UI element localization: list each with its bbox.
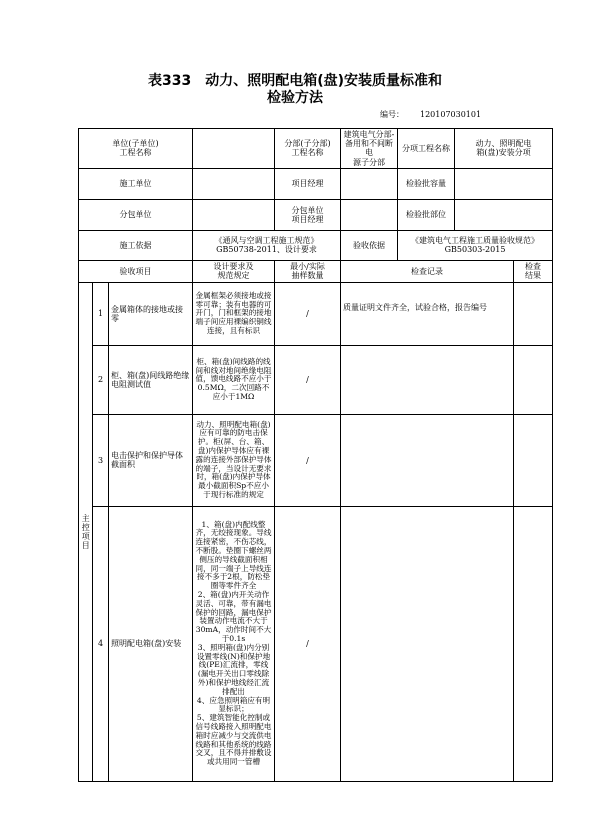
- construction-unit-value[interactable]: [193, 168, 275, 199]
- division-name-label: 分部(子分部) 工程名称: [275, 129, 341, 169]
- sub-unit-value[interactable]: [193, 199, 275, 230]
- doc-code-value: 120107030101: [420, 110, 482, 119]
- col-item: 验收项目: [79, 260, 193, 282]
- col-sample: 最小/实际 抽样数量: [275, 260, 341, 282]
- item-record[interactable]: [341, 414, 514, 506]
- item-name: 金属箱体的接地或接零: [109, 282, 193, 345]
- item-result[interactable]: [514, 345, 553, 414]
- table-row: [79, 414, 553, 506]
- acceptance-basis-label: 验收依据: [341, 230, 398, 260]
- item-requirement: 1、箱(盘)内配线整齐，无绞接现象。导线连接紧密，不伤芯线，不断股。垫圈下螺丝两侧压的导线截面积相同，同一端子上导线连接不多于2根，防松垫圈等零件齐全 2、箱(盘)内开关动作灵活、可靠，带有漏电保护的回路，漏电保护装置动作电流不大于30mA，动作时间不大于0.1s 3、照明箱(盘)内分别设置零线(N)和保护地线(PE)汇流排，零线(漏电开关出口零线除外)和保护地线经汇流排配出 4、应急照明箱应有明显标识； 5、建筑智能化控制或信号线路接入照明配电箱时应减少与交流供电线路和其他系统的线路交叉，且不得并排敷设或共用同一管槽: [193, 506, 275, 781]
- inspection-part-label: 检验批部位: [398, 199, 455, 230]
- sub-manager-value[interactable]: [341, 199, 398, 230]
- item-result[interactable]: [514, 506, 553, 781]
- division-name-value: 建筑电气分部- 备用和不间断电 源子分部: [341, 129, 398, 169]
- basis-label: 施工依据: [79, 230, 193, 260]
- inspection-capacity-label: 检验批容量: [398, 168, 455, 199]
- acceptance-basis-value: 《建筑电气工程施工质量验收规范》GB50303-2015: [398, 230, 553, 260]
- item-name: 电击保护和保护导体截面积: [109, 414, 193, 506]
- header-row-4: [79, 230, 553, 260]
- basis-value: 《通风与空调工程施工规范》GB50738-2011、设计要求: [193, 230, 341, 260]
- doc-title-line2: 检验方法: [267, 90, 323, 106]
- item-name: 照明配电箱(盘)安装: [109, 506, 193, 781]
- item-requirement: 动力、照明配电箱(盘)应有可靠的防电击保护。柜(屏、台、箱、盘)内保护导体应有裸露的连接外部保护导体的端子，当设计无要求时，箱(盘)内保护导体最小截面积Sp不应小于现行标准的规定: [193, 414, 275, 506]
- unit-name-value[interactable]: [193, 129, 275, 169]
- col-record: 检查记录: [341, 260, 514, 282]
- item-record[interactable]: [341, 506, 514, 781]
- doc-code-label: 编号：: [380, 110, 404, 119]
- col-result: 检查 结果: [514, 260, 553, 282]
- item-no: 2: [93, 345, 109, 414]
- construction-unit-label: 施工单位: [79, 168, 193, 199]
- unit-name-label: 单位(子单位) 工程名称: [79, 129, 193, 169]
- item-name: 柜、箱(盘)间线路绝缘电阻测试值: [109, 345, 193, 414]
- table-row: [79, 506, 553, 781]
- inspection-form-table: [78, 128, 553, 782]
- item-no: 1: [93, 282, 109, 345]
- item-no: 4: [93, 506, 109, 781]
- doc-code: [380, 109, 481, 120]
- item-no: 3: [93, 414, 109, 506]
- subitem-name-label: 分项工程名称: [398, 129, 455, 169]
- item-requirement: 柜、箱(盘)间线路的线间和线对地间绝缘电阻值，馈电线路不应小于0.5MΩ，二次回路不应小于1MΩ: [193, 345, 275, 414]
- header-row-3: [79, 199, 553, 230]
- inspection-part-value[interactable]: [455, 199, 553, 230]
- column-header-row: [79, 260, 553, 282]
- doc-title-line1: 表333 动力、照明配电箱(盘)安装质量标准和: [147, 73, 443, 89]
- header-row-2: [79, 168, 553, 199]
- inspection-capacity-value[interactable]: [455, 168, 553, 199]
- item-result[interactable]: [514, 282, 553, 345]
- item-sample: /: [275, 282, 341, 345]
- table-row: [79, 345, 553, 414]
- project-manager-label: 项目经理: [275, 168, 341, 199]
- subitem-name-value: 动力、照明配电 箱(盘)安装分项: [455, 129, 553, 169]
- sub-manager-label: 分包单位 项目经理: [275, 199, 341, 230]
- sub-unit-label: 分包单位: [79, 199, 193, 230]
- item-sample: /: [275, 345, 341, 414]
- header-row-1: [79, 129, 553, 169]
- item-sample: /: [275, 414, 341, 506]
- item-requirement: 金属框架必须接地或接零可靠；装有电器的可开门，门和框架的接地端子间应用裸编织铜线连接，且有标识: [193, 282, 275, 345]
- item-sample: /: [275, 506, 341, 781]
- col-requirement: 设计要求及 规范规定: [193, 260, 275, 282]
- project-manager-value[interactable]: [341, 168, 398, 199]
- table-row: [79, 282, 553, 345]
- item-record[interactable]: [341, 345, 514, 414]
- main-control-label: 主控项目: [79, 282, 93, 781]
- item-record: 质量证明文件齐全，试验合格，报告编号: [341, 282, 514, 345]
- item-result[interactable]: [514, 414, 553, 506]
